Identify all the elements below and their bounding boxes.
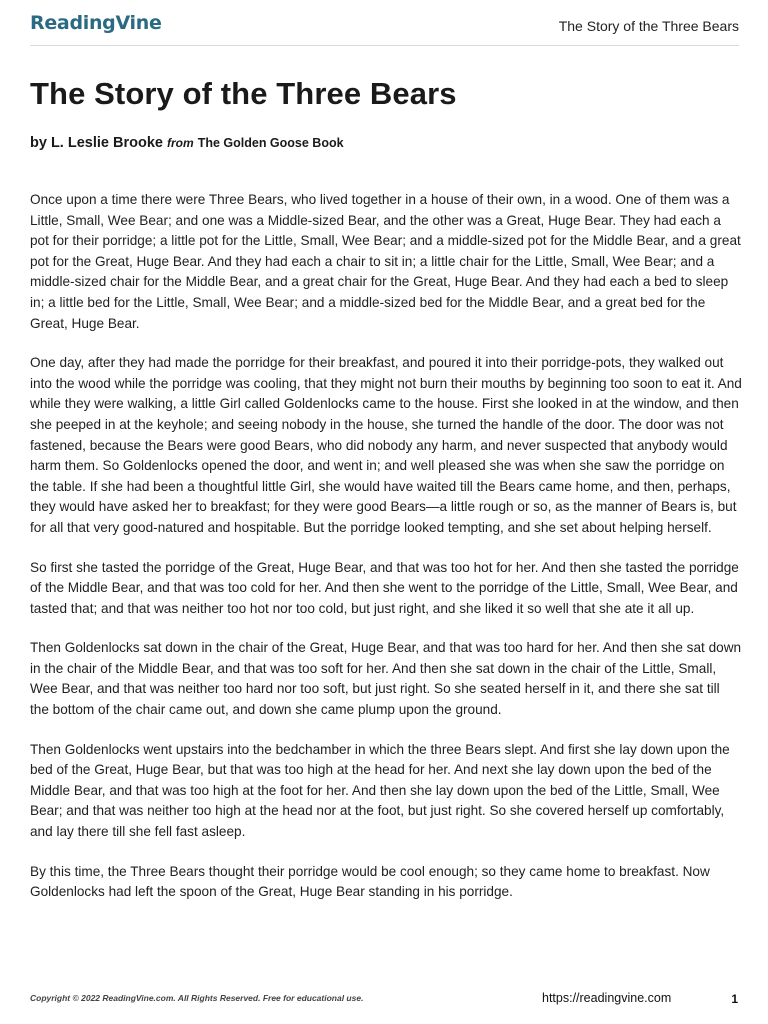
story-paragraph-2: One day, after they had made the porridge for their breakfast, and poured it into their porridge-pots, they walked out into the wood while the porridge was cooling, that they might not burn their mouths by beginning too soon to eat it. And while they were walking, a little Girl called Goldenlocks came to the house. First she looked in at the window, and then she peeped in at the keyhole; and seeing nobody in the house, she turned the handle of the door. The door was not fastened, because the Bears were good Bears, who did nobody any harm, and never suspected that anybody would harm them. So Goldenlocks opened the door, and went in; and well pleased she was when she saw the porridge on the table. If she had been a thoughtful little Girl, she would have waited till the Bears came home, and then, perhaps, they would have asked her to breakfast; for they were good Bears—a little rough or so, as the manner of Bears is, but for all that very good-natured and hospitable. But the porridge looked tempting, and she set about helping herself.: [30, 355, 742, 535]
header-title: The Story of the Three Bears: [558, 18, 739, 34]
story-paragraph-6: By this time, the Three Bears thought their porridge would be cool enough; so they came home to breakfast. Now Goldenlocks had left the spoon of the Great, Huge Bear standing in his porridge.: [30, 863, 710, 900]
story-body: [30, 190, 742, 922]
story-paragraph-4: Then Goldenlocks sat down in the chair of the Great, Huge Bear, and that was too hard for her. And then she sat down in the chair of the Middle Bear, and that was too soft for her. And then she sat down in the chair of the Little, Small, Wee Bear, and that was neither too hard nor too soft, but just right. So she seated herself in it, and there she sat till the bottom of the chair came out, and down she came plump upon the ground.: [30, 640, 742, 718]
readingvine-logo[interactable]: ReadingVine: [30, 12, 162, 34]
page-number: 1: [731, 992, 738, 1006]
story-paragraph-1: Once upon a time there were Three Bears, who lived together in a house of their own, in a wood. One of them was a Little, Small, Wee Bear; and one was a Middle-sized Bear, and the other was a Great, Huge Bear. They had each a pot for their porridge; a little pot for the Little, Small, Wee Bear; and a middle-sized pot for the Middle Bear, and a great pot for the Great, Huge Bear. And they had each a chair to sit in; a little chair for the Little, Small, Wee Bear; and a middle-sized chair for the Middle Bear, and a great chair for the Great, Huge Bear. And they had each a bed to sleep in; a little bed for the Little, Small, Wee Bear; and a middle-sized bed for the Middle Bear, and a great bed for the Great, Huge Bear.: [30, 192, 741, 331]
page-footer: [30, 991, 738, 1009]
footer-url-link[interactable]: https://readingvine.com: [542, 991, 672, 1005]
page-header: [30, 0, 739, 46]
story-paragraph-5: Then Goldenlocks went upstairs into the bedchamber in which the three Bears slept. And first she lay down upon the bed of the Great, Huge Bear, but that was too high at the head for her. And next she lay down upon the bed of the Middle Bear, and that was too high at the foot for her. And then she lay down upon the bed of the Little, Small, Wee Bear; and that was neither too high at the head nor at the foot, but just right. So she covered herself up comfortably, and lay there till she fell fast asleep.: [30, 741, 730, 840]
copyright-notice: Copyright © 2022 ReadingVine.com. All Rights Reserved. Free for educational use.: [30, 993, 364, 1003]
byline-book: The Golden Goose Book: [197, 136, 344, 150]
document-title: The Story of the Three Bears: [30, 76, 457, 111]
byline-from: from: [167, 136, 194, 150]
byline: [30, 135, 344, 151]
byline-author: by L. Leslie Brooke: [30, 135, 163, 151]
story-paragraph-3: So first she tasted the porridge of the Great, Huge Bear, and that was too hot for her. And then she tasted the porridge of the Middle Bear, and that was too cold for her. And then she went to the porridge of the Little, Small, Wee Bear, and tasted that; and that was neither too hot nor too cold, but just right, and she liked it so well that she ate it all up.: [30, 559, 739, 616]
